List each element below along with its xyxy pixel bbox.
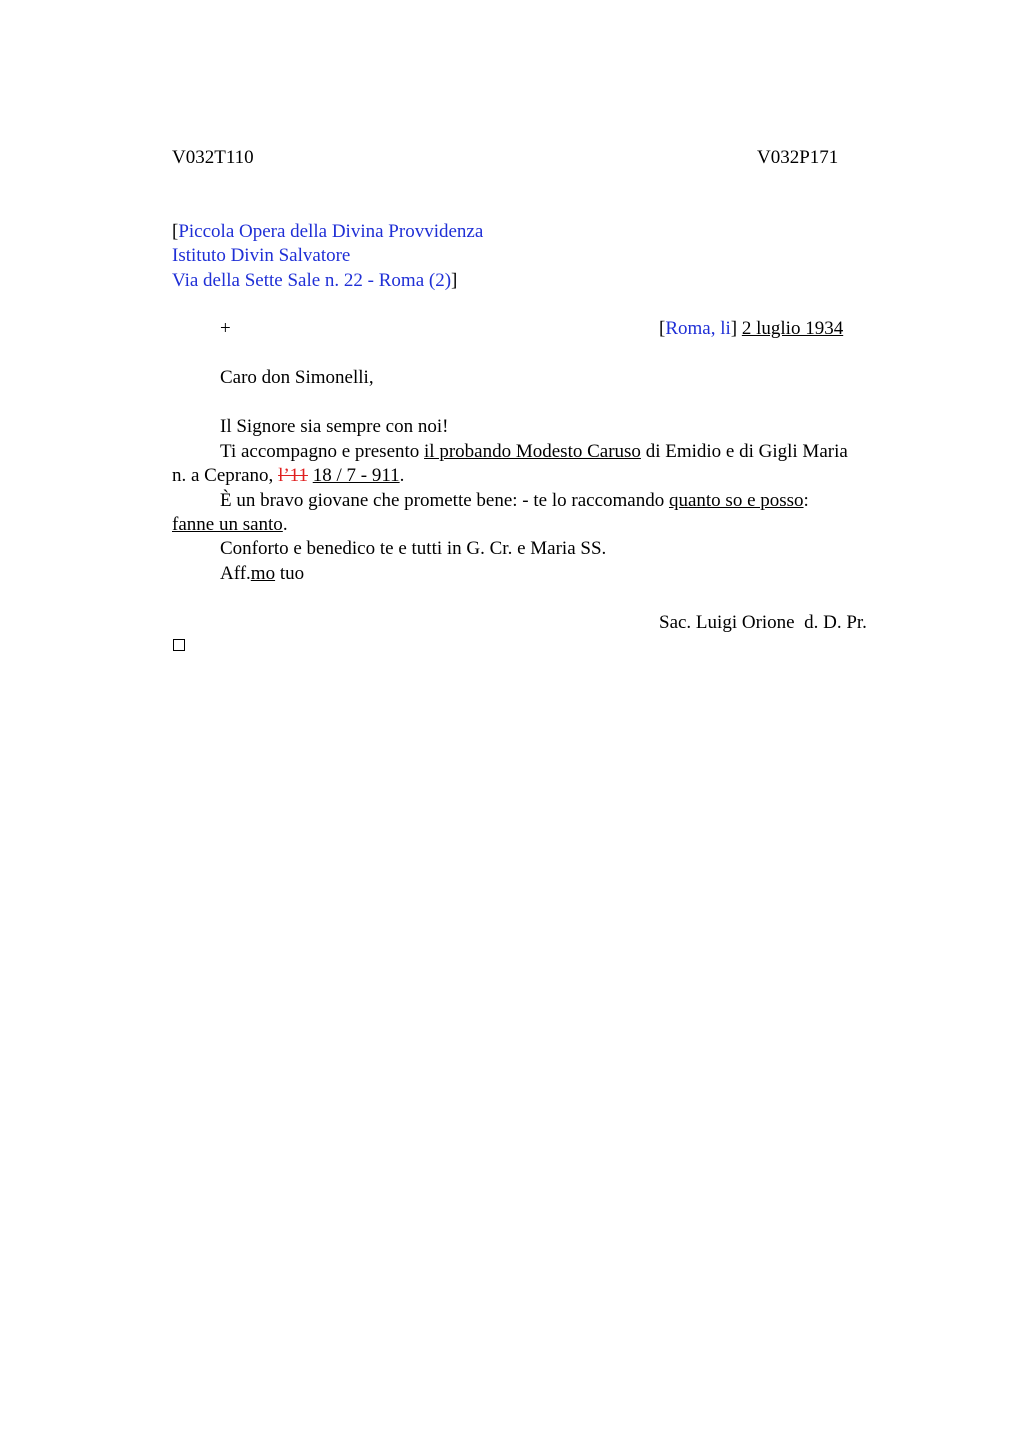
closing-mo: mo	[250, 563, 276, 584]
closing-aff: Aff.	[220, 563, 251, 584]
document-code-left: V032T110	[172, 147, 254, 168]
probando-name: il probando Modesto Caruso	[424, 441, 641, 462]
cross-symbol: +	[220, 318, 231, 339]
letterhead-institution: Piccola Opera della Divina Provvidenza	[178, 221, 484, 242]
birthplace-text: n. a Ceprano,	[172, 465, 279, 486]
letterhead-open-bracket: [	[172, 221, 179, 242]
signature: Sac. Luigi Orione d. D. Pr.	[659, 612, 867, 633]
paragraph-recommendation-line-2	[172, 514, 288, 536]
parents-text: di Emidio e di Gigli Maria	[640, 441, 848, 462]
paragraph-presentation-line-1	[220, 441, 848, 463]
paragraph-blessing: Conforto e benedico te e tutti in G. Cr. e Maria SS.	[220, 538, 607, 559]
letterhead-line-1	[172, 221, 483, 243]
closing-tuo: tuo	[275, 563, 305, 584]
recommendation-text: È un bravo giovane che promette bene: - te lo raccomando	[220, 490, 669, 511]
end-of-document-box-icon	[173, 639, 185, 651]
dateline-close-bracket: ]	[730, 318, 738, 339]
recommendation-emphasis: quanto so e posso	[668, 490, 804, 511]
page-code-right: V032P171	[757, 147, 839, 168]
letterhead-address: Via della Sette Sale n. 22 - Roma (2)	[172, 270, 452, 291]
dateline-open-bracket: [	[659, 318, 666, 339]
colon: :	[803, 490, 809, 511]
period: .	[399, 465, 405, 486]
paragraph-greeting: Il Signore sia sempre con noi!	[220, 416, 449, 437]
period: .	[282, 514, 288, 535]
fanne-un-santo: fanne un santo	[172, 514, 283, 535]
dateline-place: Roma, li	[665, 318, 731, 339]
letterhead-line-3	[172, 270, 457, 292]
salutation: Caro don Simonelli,	[220, 367, 374, 388]
dateline	[659, 318, 843, 340]
letterhead-close-bracket: ]	[451, 270, 458, 291]
letterhead-line-2: Istituto Divin Salvatore	[172, 245, 351, 266]
dateline-date: 2 luglio 1934	[741, 318, 844, 339]
birth-date: 18 / 7 - 911	[312, 465, 400, 486]
presentation-text: Ti accompagno e presento	[220, 441, 425, 462]
paragraph-presentation-line-2	[172, 465, 404, 487]
paragraph-recommendation-line-1	[220, 490, 809, 512]
deleted-text: l’11	[278, 465, 308, 486]
closing	[220, 563, 304, 585]
